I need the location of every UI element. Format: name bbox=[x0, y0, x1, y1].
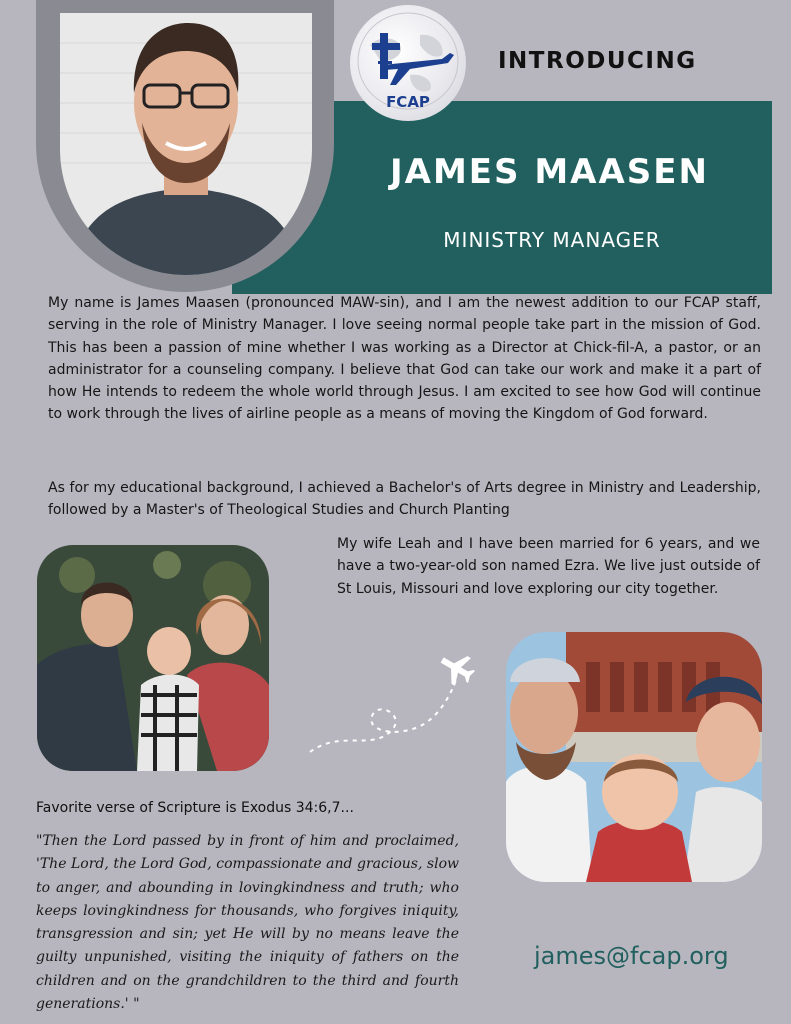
logo-text: FCAP bbox=[386, 93, 430, 111]
verse-heading: Favorite verse of Scripture is Exodus 34:6,7... bbox=[36, 800, 354, 816]
family-photo bbox=[37, 545, 269, 771]
person-name: JAMES MAASEN bbox=[390, 152, 709, 192]
person-role: MINISTRY MANAGER bbox=[443, 228, 661, 252]
fcap-logo bbox=[350, 5, 466, 121]
email-link[interactable]: james@fcap.org bbox=[534, 942, 729, 970]
introducing-label: INTRODUCING bbox=[498, 48, 697, 74]
airplane-icon bbox=[300, 640, 490, 760]
verse-text: "Then the Lord passed by in front of him and proclaimed, 'The Lord, the Lord God, compassionate and gracious, slow to anger, and abounding in lovingkindness and truth; who keeps lovingkindness for thousands, who forgives iniquity, transgression and sin; yet He will by no means leave the guilty unpunished, visiting the iniquity of fathers on the children and on the grandchildren to the third and fourth generations.' " bbox=[36, 833, 459, 1013]
bio-paragraph: My name is James Maasen (pronounced MAW-sin), and I am the newest addition to our FCAP staff, serving in the role of Ministry Manager. I love seeing normal people take part in the mission of God. This has been a passion of mine whether I was working as a Director at Chick-fil-A, a pastor, or an administrator for a counseling company. I believe that God can take our work and make it a part of how He intends to redeem the whole world through Jesus. I am excited to see how God will continue to work through the lives of airline people as a means of moving the Kingdom of God forward. bbox=[48, 295, 761, 423]
family-paragraph: My wife Leah and I have been married for 6 years, and we have a two-year-old son named Ezra. We live just outside of St Louis, Missouri and love exploring our city together. bbox=[337, 536, 760, 597]
stadium-photo bbox=[506, 632, 762, 882]
education-paragraph: As for my educational background, I achieved a Bachelor's of Arts degree in Ministry and Leadership, followed by a Master's of Theological Studies and Church Planting bbox=[48, 480, 761, 519]
